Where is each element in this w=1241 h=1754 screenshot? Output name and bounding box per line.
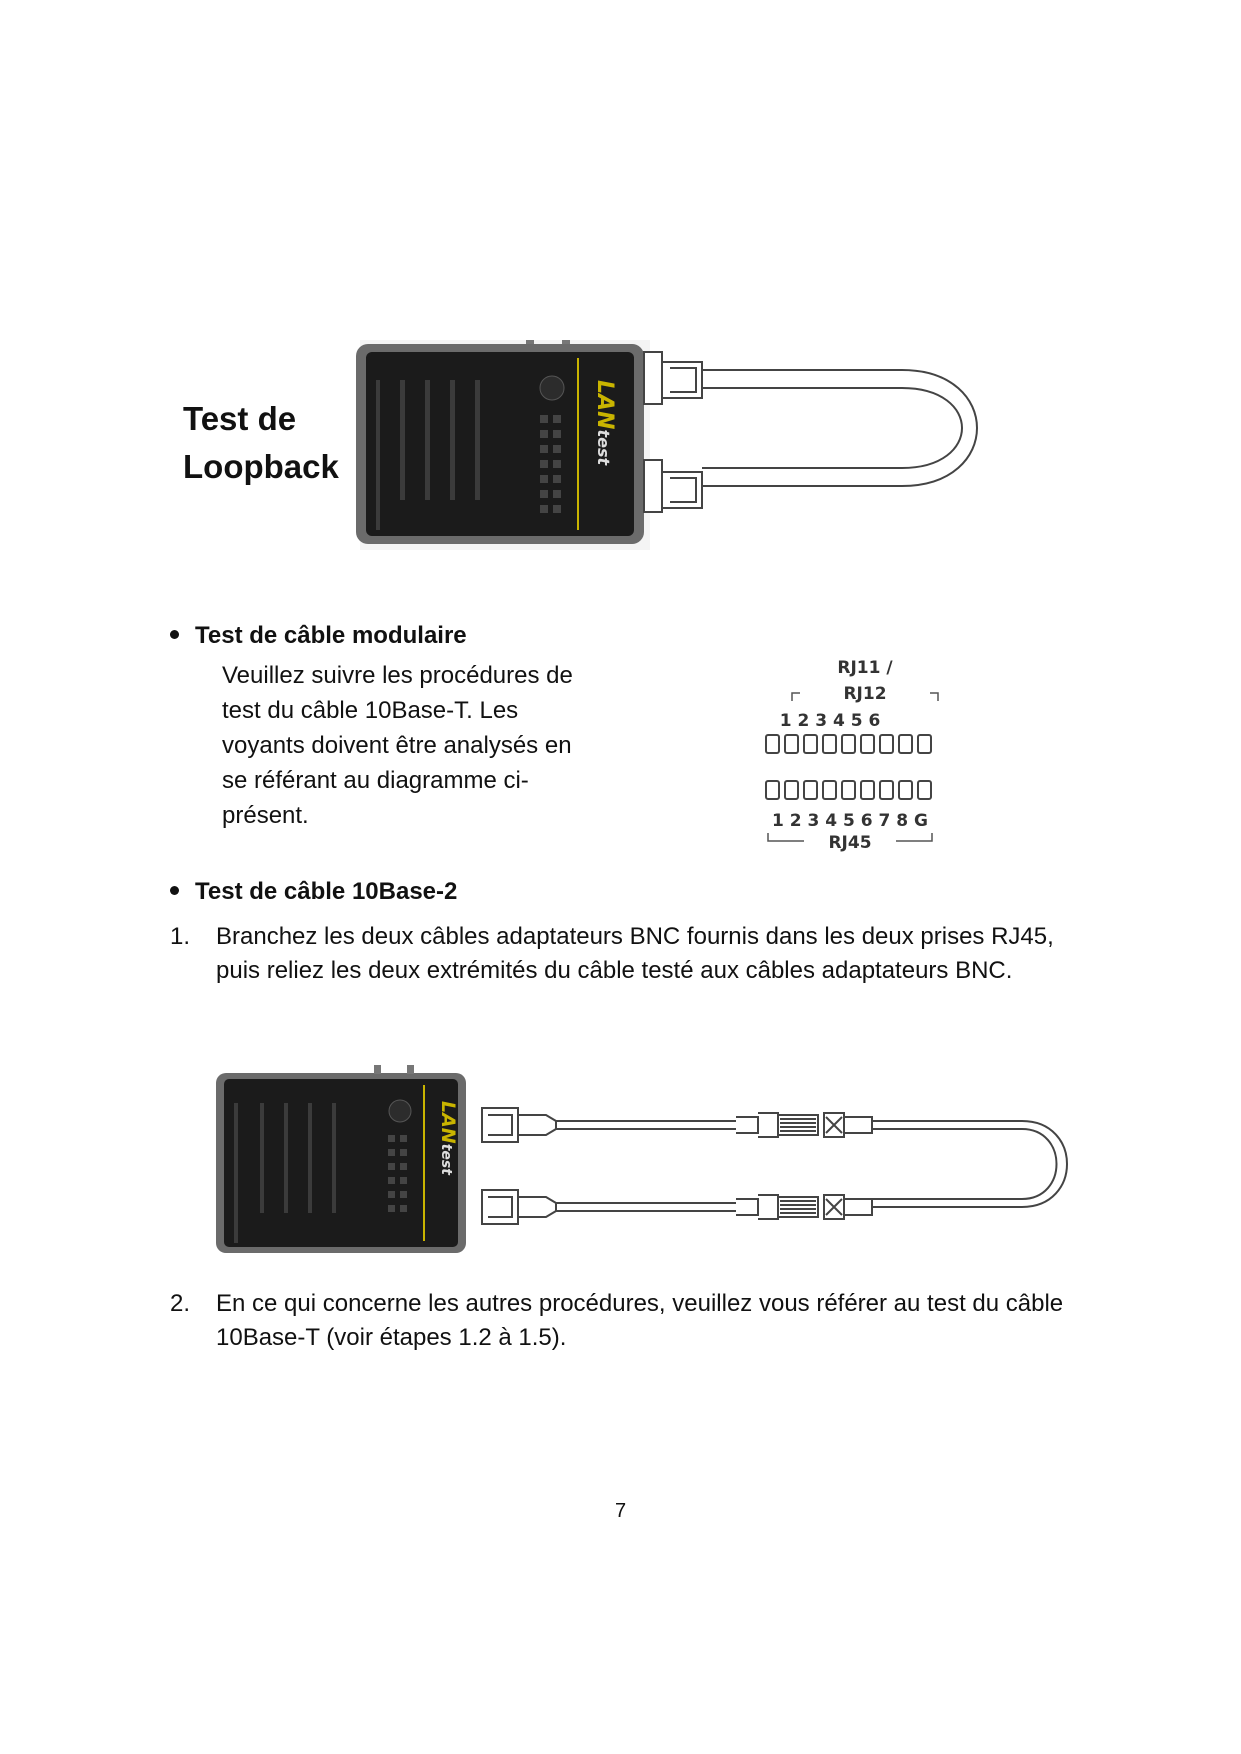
step-1: [170, 920, 1090, 988]
page-title-line-1: Test de: [183, 400, 297, 437]
tester-device: [356, 340, 644, 544]
paragraph-line: test du câble 10Base-T. Les: [222, 697, 519, 724]
bullet-modular-cable-test: [170, 620, 467, 652]
step-2: [170, 1287, 1090, 1355]
led-row-top: [766, 735, 931, 753]
rj45-label: RJ45: [828, 833, 872, 853]
rj12-label: RJ12: [843, 684, 887, 704]
bullet-10base2-cable-test: [170, 876, 457, 908]
loopback-illustration: [340, 340, 1210, 610]
bullet-title: Test de câble 10Base-2: [195, 878, 458, 905]
bullet-dot: [170, 630, 179, 639]
page-title-line-2: Loopback: [183, 448, 339, 485]
paragraph-line: voyants doivent être analysés en: [222, 732, 572, 759]
pinout-diagram: [760, 655, 960, 870]
paragraph-line: Veuillez suivre les procédures de: [222, 662, 573, 689]
loopback-cable: [644, 352, 977, 512]
rj11-pin-numbers: 1 2 3 4 5 6: [779, 711, 881, 731]
page-title: [183, 395, 339, 491]
page-number: 7: [614, 1500, 627, 1522]
rj11-label: RJ11 /: [837, 658, 893, 678]
bnc-adapter-illustration: [212, 1065, 1212, 1260]
bnc-adapter-cables: [482, 1108, 1067, 1224]
paragraph-line: présent.: [222, 802, 309, 829]
step-text: Branchez les deux câbles adaptateurs BNC fournis dans les deux prises RJ45, puis reliez les deux extrémités du câble testé aux câbles adaptateurs BNC.: [216, 923, 1054, 984]
device-brand: LANtest: [437, 1101, 459, 1175]
bullet-dot: [170, 886, 179, 895]
led-row-bottom: [766, 781, 931, 799]
step-number: 1.: [170, 923, 191, 950]
step-number: 2.: [170, 1290, 191, 1317]
tester-device: [216, 1065, 466, 1253]
rj45-pin-numbers: 1 2 3 4 5 6 7 8 G: [772, 811, 928, 831]
modular-test-paragraph: [222, 658, 662, 833]
step-text: En ce qui concerne les autres procédures, veuillez vous référer au test du câble 10Base-T (voir étapes 1.2 à 1.5).: [216, 1290, 1064, 1351]
paragraph-line: se référant au diagramme ci-: [222, 767, 529, 794]
bullet-title: Test de câble modulaire: [195, 622, 467, 649]
device-brand: LANtest: [592, 380, 617, 466]
